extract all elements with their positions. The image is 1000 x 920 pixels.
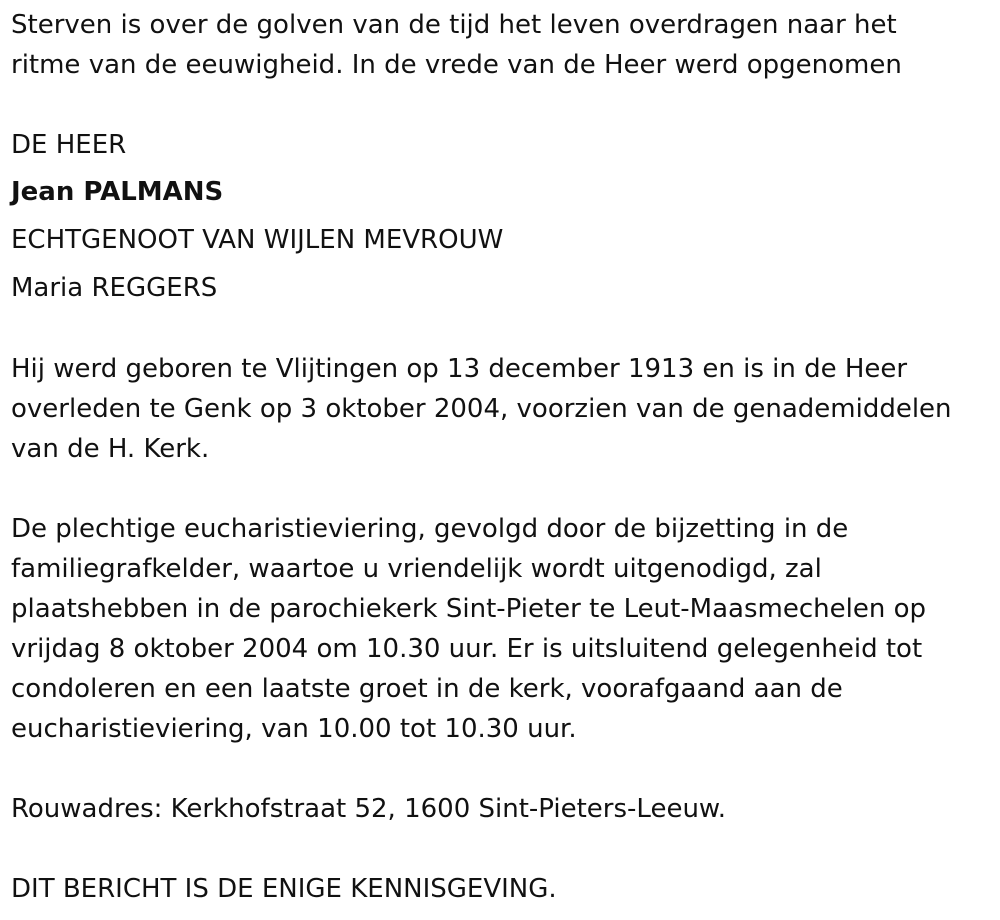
ceremony-line-2: familiegrafkelder, waartoe u vriendelijk wordt uitgenodigd, zal [11,554,822,584]
closing-statement: DIT BERICHT IS DE ENIGE KENNISGEVING. [11,874,557,904]
deceased-name: Jean PALMANS [11,177,224,207]
intro-line-2: ritme van de eeuwigheid. In de vrede van de Heer werd opgenomen [11,50,902,80]
spouse-name: Maria REGGERS [11,273,218,303]
ceremony-line-4: vrijdag 8 oktober 2004 om 10.30 uur. Er is uitsluitend gelegenheid tot [11,634,923,664]
ceremony-line-5: condoleren en een laatste groet in de kerk, voorafgaand aan de [11,674,843,704]
birth-death-line-1: Hij werd geboren te Vlijtingen op 13 december 1913 en is in de Heer [11,354,908,384]
mourning-address: Rouwadres: Kerkhofstraat 52, 1600 Sint-Pieters-Leeuw. [11,794,727,824]
birth-death-line-3: van de H. Kerk. [11,434,210,464]
ceremony-line-3: plaatshebben in de parochiekerk Sint-Pieter te Leut-Maasmechelen op [11,594,926,624]
salutation: DE HEER [11,130,127,160]
intro-line-1: Sterven is over de golven van de tijd het leven overdragen naar het [11,10,897,40]
ceremony-line-1: De plechtige eucharistieviering, gevolgd door de bijzetting in de [11,514,849,544]
birth-death-line-2: overleden te Genk op 3 oktober 2004, voorzien van de genademiddelen [11,394,952,424]
spouse-relation: ECHTGENOOT VAN WIJLEN MEVROUW [11,225,504,255]
ceremony-line-6: eucharistieviering, van 10.00 tot 10.30 uur. [11,714,577,744]
